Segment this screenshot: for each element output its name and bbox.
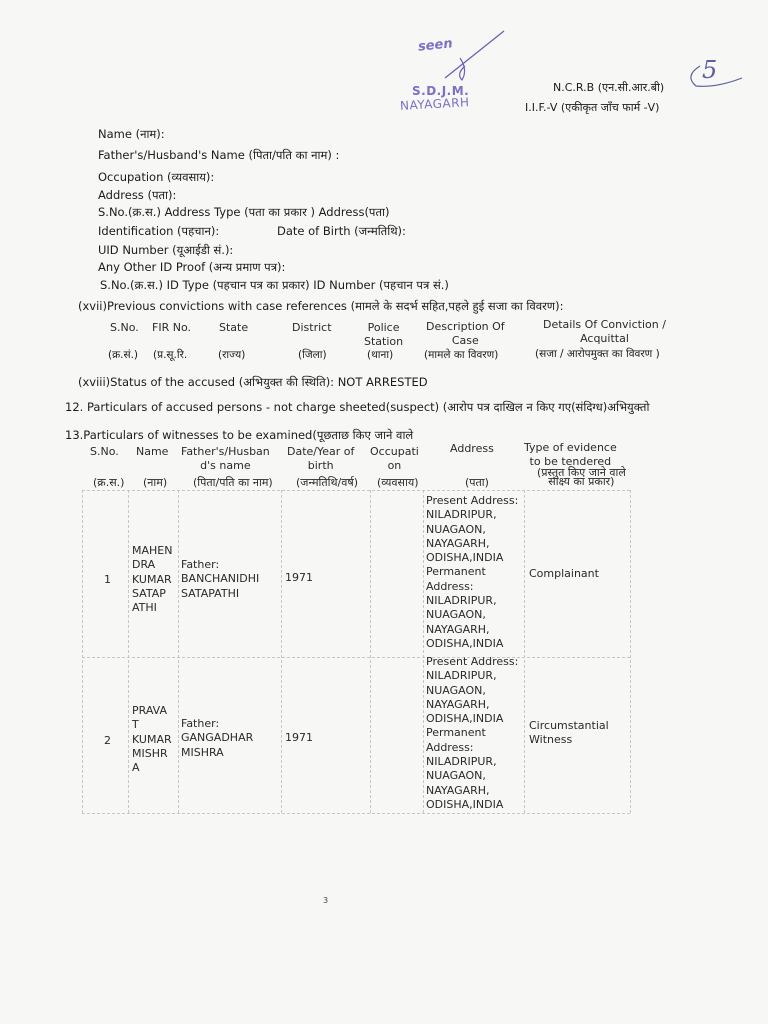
row1-sno: 1 — [104, 573, 111, 586]
page-mark-underline — [686, 64, 746, 94]
witness-header-evidence: Type of evidence to be tendered — [524, 441, 617, 469]
witness-header-dob: Date/Year of birth — [287, 445, 355, 473]
xvii-hindi-sno: (क्र.सं.) — [108, 349, 139, 361]
signature-mark — [440, 28, 510, 88]
row1-address: Present Address: NILADRIPUR, NUAGAON, NAYAGARH, ODISHA,INDIA Permanent Address: NILADRIPUR, NUAGAON, NAYAGARH, ODISHA,INDIA — [426, 494, 519, 650]
xvii-hindi-conviction: (सजा / आरोपमुक्त का विवरण ) — [535, 348, 660, 360]
field-sno-id: S.No.(क्र.स.) ID Type (पहचान पत्र का प्रकार) ID Number (पहचान पत्र सं.) — [100, 278, 449, 292]
ncrb-label: N.C.R.B (एन.सी.आर.बी) — [553, 81, 665, 94]
xvii-header-conviction: Details Of Conviction / Acquittal — [543, 318, 666, 346]
xvii-header-case: Description Of Case — [426, 320, 505, 348]
witness-header-address: Address — [450, 442, 494, 455]
section-xvii-title: (xvii)Previous convictions with case references (मामले के सदर्भ सहित,पहले हुई सजा का विवरण): — [78, 299, 564, 313]
witness-header-sno: S.No. — [90, 445, 119, 458]
field-dob: Date of Birth (जन्मतिथि): — [277, 224, 406, 238]
xvii-hindi-case: (मामले का विवरण) — [424, 349, 499, 361]
xvii-header-district: District — [292, 321, 332, 334]
page-mark: 5 — [702, 56, 718, 84]
stamp-place: NAYAGARH — [399, 95, 470, 113]
field-address: Address (पता): — [98, 188, 177, 202]
stamp-scribble: seen — [417, 36, 454, 55]
witness-hindi-evidence: (प्रस्तुत किए जाने वाले साक्ष्य का प्रकार) — [537, 466, 626, 488]
field-other-id: Any Other ID Proof (अन्य प्रमाण पत्र): — [98, 260, 286, 274]
section-xviii-status: (xviii)Status of the accused (अभियुक्त की स्थिति): NOT ARRESTED — [78, 375, 428, 389]
page-number: 3 — [323, 896, 329, 905]
row2-year: 1971 — [285, 731, 313, 744]
row2-name: PRAVA T KUMAR MISHR A — [132, 704, 172, 775]
row1-father: Father: BANCHANIDHI SATAPATHI — [181, 558, 260, 600]
xvii-hindi-state: (राज्य) — [218, 349, 246, 361]
xvii-header-state: State — [219, 321, 249, 334]
iif-form-label: I.I.F.-V (एकीकृत जाँच फार्म -V) — [525, 101, 660, 114]
row1-name: MAHEN DRA KUMAR SATAP ATHI — [132, 544, 173, 615]
witness-hindi-father: (पिता/पति का नाम) — [193, 476, 273, 489]
witness-hindi-occupation: (व्यवसाय) — [377, 476, 419, 489]
field-name: Name (नाम): — [98, 127, 165, 141]
xvii-header-sno: S.No. — [110, 321, 139, 334]
field-uid: UID Number (यूआईडी सं.): — [98, 243, 234, 257]
field-sno-address: S.No.(क्र.स.) Address Type (पता का प्रकार ) Address(पता) — [98, 205, 390, 219]
field-identification: Identification (पहचान): — [98, 224, 220, 238]
row2-father: Father: GANGADHAR MISHRA — [181, 717, 254, 759]
witness-hindi-dob: (जन्मतिथि/वर्ष) — [296, 476, 358, 489]
xvii-header-police: Police Station — [364, 321, 404, 349]
witness-hindi-address: (पता) — [465, 476, 489, 489]
xvii-hindi-district: (जिला) — [298, 349, 327, 361]
row2-sno: 2 — [104, 734, 111, 747]
xvii-hindi-police: (थाना) — [367, 349, 394, 361]
witness-hindi-name: (नाम) — [143, 476, 168, 489]
xvii-header-fir: FIR No. — [152, 321, 191, 334]
field-father: Father's/Husband's Name (पिता/पति का नाम) : — [98, 148, 340, 162]
row2-evidence: Circumstantial Witness — [529, 719, 609, 747]
row1-year: 1971 — [285, 571, 313, 584]
xvii-hindi-fir: (प्र.सू.रि. — [153, 349, 188, 361]
row1-evidence: Complainant — [529, 567, 599, 580]
witness-hindi-sno: (क्र.स.) — [93, 476, 125, 489]
row2-address: Present Address: NILADRIPUR, NUAGAON, NAYAGARH, ODISHA,INDIA Permanent Address: NILADRIPUR, NUAGAON, NAYAGARH, ODISHA,INDIA — [426, 655, 519, 811]
witness-header-father: Father's/Husban d's name — [181, 445, 270, 473]
stamp-office: S.D.J.M. — [412, 84, 470, 98]
item-13-witnesses: 13.Particulars of witnesses to be examined(पूछताछ किए जाने वाले — [65, 428, 414, 442]
item-12-accused: 12. Particulars of accused persons - not charge sheeted(suspect) (आरोप पत्र दाखिल न किए गए(संदिग्ध)अभियुक्तो — [65, 400, 650, 414]
witness-header-occupation: Occupati on — [370, 445, 419, 473]
field-occupation: Occupation (व्यवसाय): — [98, 170, 215, 184]
witness-header-name: Name — [136, 445, 169, 458]
